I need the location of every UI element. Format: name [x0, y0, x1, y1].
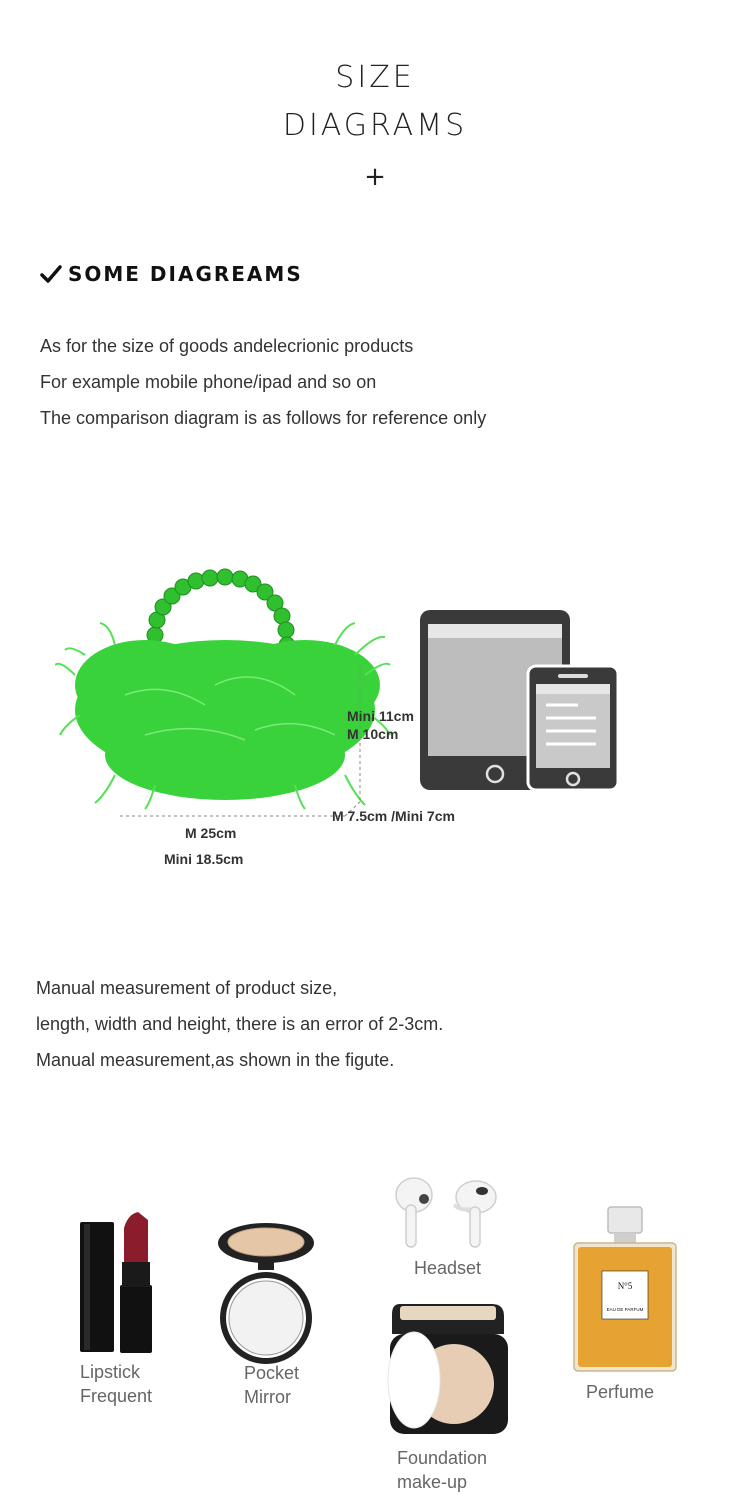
- note-line-2: length, width and height, there is an error of 2-3cm.: [36, 1014, 444, 1034]
- lipstick-image: [78, 1210, 156, 1355]
- note-line-3: Manual measurement,as shown in the figute.: [36, 1050, 395, 1070]
- depth-label: M 7.5cm /Mini 7cm: [332, 808, 455, 824]
- headset-label: [414, 1256, 481, 1280]
- perfume-bottle-number: N°5: [617, 1281, 633, 1291]
- headset-label-line1: Headset: [414, 1258, 482, 1278]
- lipstick-label: [80, 1360, 152, 1408]
- perfume-label: [586, 1380, 654, 1404]
- headset-image: [392, 1175, 502, 1250]
- foundation-image: [372, 1300, 512, 1440]
- mirror-label-line2: Mirror: [244, 1387, 291, 1407]
- mirror-label-line1: Pocket: [244, 1363, 300, 1383]
- page-title-line2: DIAGRAMS: [282, 108, 468, 143]
- note-line-1: Manual measurement of product size,: [36, 978, 338, 998]
- tablet-phone-image: [418, 608, 623, 793]
- dimension-lines: [110, 660, 370, 825]
- perfume-image: [570, 1205, 680, 1375]
- perfume-label-line1: Perfume: [586, 1382, 655, 1402]
- page-title-line1: SIZE: [335, 60, 415, 95]
- section-heading: [40, 262, 303, 286]
- width-mini-label: Mini 18.5cm: [164, 851, 244, 867]
- height-mini-label: Mini 11cm: [347, 708, 414, 724]
- width-m-label: M 25cm: [185, 825, 237, 841]
- pocket-mirror-image: [215, 1220, 317, 1380]
- intro-line-2: For example mobile phone/ipad and so on: [40, 372, 377, 392]
- mirror-label: [244, 1361, 299, 1409]
- foundation-label: [397, 1446, 487, 1494]
- perfume-bottle-text: EAU DE PARFUM: [606, 1307, 644, 1312]
- height-m-label: M 10cm: [347, 726, 399, 742]
- intro-line-1: As for the size of goods andelecrionic products: [40, 336, 414, 356]
- foundation-label-line1: Foundation: [397, 1448, 488, 1468]
- lipstick-label-line2: Frequent: [80, 1386, 153, 1406]
- section-heading-text: SOME DIAGREAMS: [68, 262, 303, 286]
- lipstick-label-line1: Lipstick: [80, 1362, 141, 1382]
- foundation-label-line2: make-up: [397, 1472, 468, 1492]
- plus-icon: +: [364, 162, 386, 192]
- checkmark-icon: [40, 264, 62, 284]
- intro-line-3: The comparison diagram is as follows for reference only: [40, 408, 487, 428]
